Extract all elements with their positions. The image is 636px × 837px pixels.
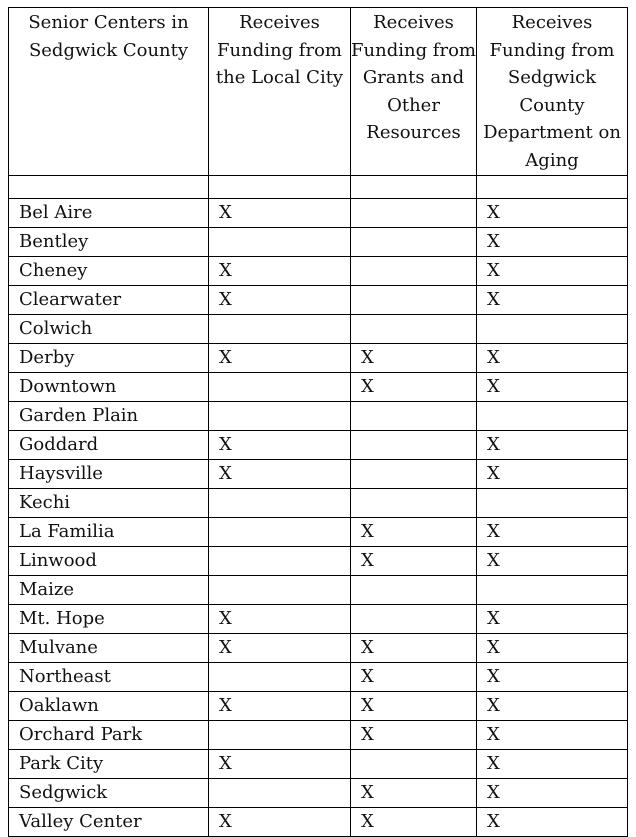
center-name: Kechi: [9, 488, 209, 517]
local-city-mark: [209, 517, 351, 546]
center-name: Linwood: [9, 546, 209, 575]
col-header-senior-centers: Senior Centers in Sedgwick County: [9, 8, 209, 176]
center-name: Colwich: [9, 314, 209, 343]
local-city-mark: [209, 575, 351, 604]
table-row: [9, 517, 628, 546]
grants-mark: X: [351, 691, 477, 720]
grants-mark: [351, 749, 477, 778]
center-name: Northeast: [9, 662, 209, 691]
center-name: La Familia: [9, 517, 209, 546]
county-mark: X: [477, 227, 628, 256]
grants-mark: X: [351, 372, 477, 401]
col-header-local-city: Receives Funding from the Local City: [209, 8, 351, 176]
county-mark: X: [477, 343, 628, 372]
county-mark: X: [477, 285, 628, 314]
grants-mark: X: [351, 546, 477, 575]
center-name: Maize: [9, 575, 209, 604]
funding-table: [8, 7, 628, 837]
grants-mark: [351, 314, 477, 343]
local-city-mark: [209, 488, 351, 517]
local-city-mark: [209, 546, 351, 575]
col-header-county-aging: Receives Funding from Sedgwick County Department on Aging: [477, 8, 628, 176]
table-row: [9, 720, 628, 749]
local-city-mark: X: [209, 285, 351, 314]
table-row: [9, 662, 628, 691]
table-row: [9, 227, 628, 256]
table-row: [9, 372, 628, 401]
grants-mark: [351, 198, 477, 227]
county-mark: X: [477, 372, 628, 401]
table-row: [9, 749, 628, 778]
table-row: [9, 256, 628, 285]
county-mark: [477, 575, 628, 604]
center-name: Bentley: [9, 227, 209, 256]
grants-mark: X: [351, 807, 477, 836]
center-name: Valley Center: [9, 807, 209, 836]
table-row: [9, 401, 628, 430]
county-mark: X: [477, 749, 628, 778]
local-city-mark: X: [209, 604, 351, 633]
county-mark: [477, 488, 628, 517]
table-row: [9, 430, 628, 459]
county-mark: X: [477, 430, 628, 459]
grants-mark: X: [351, 720, 477, 749]
center-name: Downtown: [9, 372, 209, 401]
grants-mark: X: [351, 517, 477, 546]
grants-mark: [351, 604, 477, 633]
county-mark: X: [477, 546, 628, 575]
county-mark: X: [477, 198, 628, 227]
grants-mark: [351, 430, 477, 459]
center-name: Cheney: [9, 256, 209, 285]
local-city-mark: X: [209, 430, 351, 459]
county-mark: [477, 314, 628, 343]
col-header-grants: Receives Funding from Grants and Other Resources: [351, 8, 477, 176]
grants-mark: [351, 401, 477, 430]
local-city-mark: X: [209, 343, 351, 372]
local-city-mark: X: [209, 633, 351, 662]
local-city-mark: [209, 314, 351, 343]
table-row: [9, 691, 628, 720]
county-mark: X: [477, 604, 628, 633]
center-name: Oaklawn: [9, 691, 209, 720]
grants-mark: X: [351, 778, 477, 807]
center-name: Sedgwick: [9, 778, 209, 807]
center-name: Clearwater: [9, 285, 209, 314]
center-name: Derby: [9, 343, 209, 372]
local-city-mark: [209, 662, 351, 691]
local-city-mark: X: [209, 459, 351, 488]
county-mark: X: [477, 459, 628, 488]
grants-mark: X: [351, 662, 477, 691]
local-city-mark: [209, 372, 351, 401]
center-name: Mt. Hope: [9, 604, 209, 633]
local-city-mark: X: [209, 198, 351, 227]
table-row: [9, 604, 628, 633]
grants-mark: [351, 575, 477, 604]
table-row: [9, 633, 628, 662]
table-row: [9, 459, 628, 488]
table-row: [9, 807, 628, 836]
grants-mark: [351, 488, 477, 517]
table-body: [9, 175, 628, 836]
center-name: Bel Aire: [9, 198, 209, 227]
county-mark: X: [477, 720, 628, 749]
county-mark: [477, 401, 628, 430]
table-row: [9, 285, 628, 314]
county-mark: X: [477, 662, 628, 691]
table-row: [9, 198, 628, 227]
county-mark: X: [477, 633, 628, 662]
grants-mark: [351, 459, 477, 488]
local-city-mark: X: [209, 691, 351, 720]
center-name: Haysville: [9, 459, 209, 488]
local-city-mark: X: [209, 807, 351, 836]
local-city-mark: [209, 720, 351, 749]
grants-mark: X: [351, 343, 477, 372]
grants-mark: [351, 256, 477, 285]
table-row: [9, 778, 628, 807]
table-row: [9, 343, 628, 372]
grants-mark: X: [351, 633, 477, 662]
county-mark: X: [477, 807, 628, 836]
grants-mark: [351, 227, 477, 256]
grants-mark: [351, 285, 477, 314]
local-city-mark: [209, 778, 351, 807]
table-row: [9, 314, 628, 343]
table-row: [9, 488, 628, 517]
local-city-mark: X: [209, 256, 351, 285]
center-name: Park City: [9, 749, 209, 778]
table-row: [9, 546, 628, 575]
center-name: Goddard: [9, 430, 209, 459]
local-city-mark: X: [209, 749, 351, 778]
center-name: Orchard Park: [9, 720, 209, 749]
county-mark: X: [477, 256, 628, 285]
county-mark: X: [477, 691, 628, 720]
center-name: Garden Plain: [9, 401, 209, 430]
center-name: Mulvane: [9, 633, 209, 662]
table-row: [9, 575, 628, 604]
header-row: [9, 8, 628, 176]
local-city-mark: [209, 401, 351, 430]
local-city-mark: [209, 227, 351, 256]
county-mark: X: [477, 517, 628, 546]
blank-row: [9, 175, 628, 198]
county-mark: X: [477, 778, 628, 807]
